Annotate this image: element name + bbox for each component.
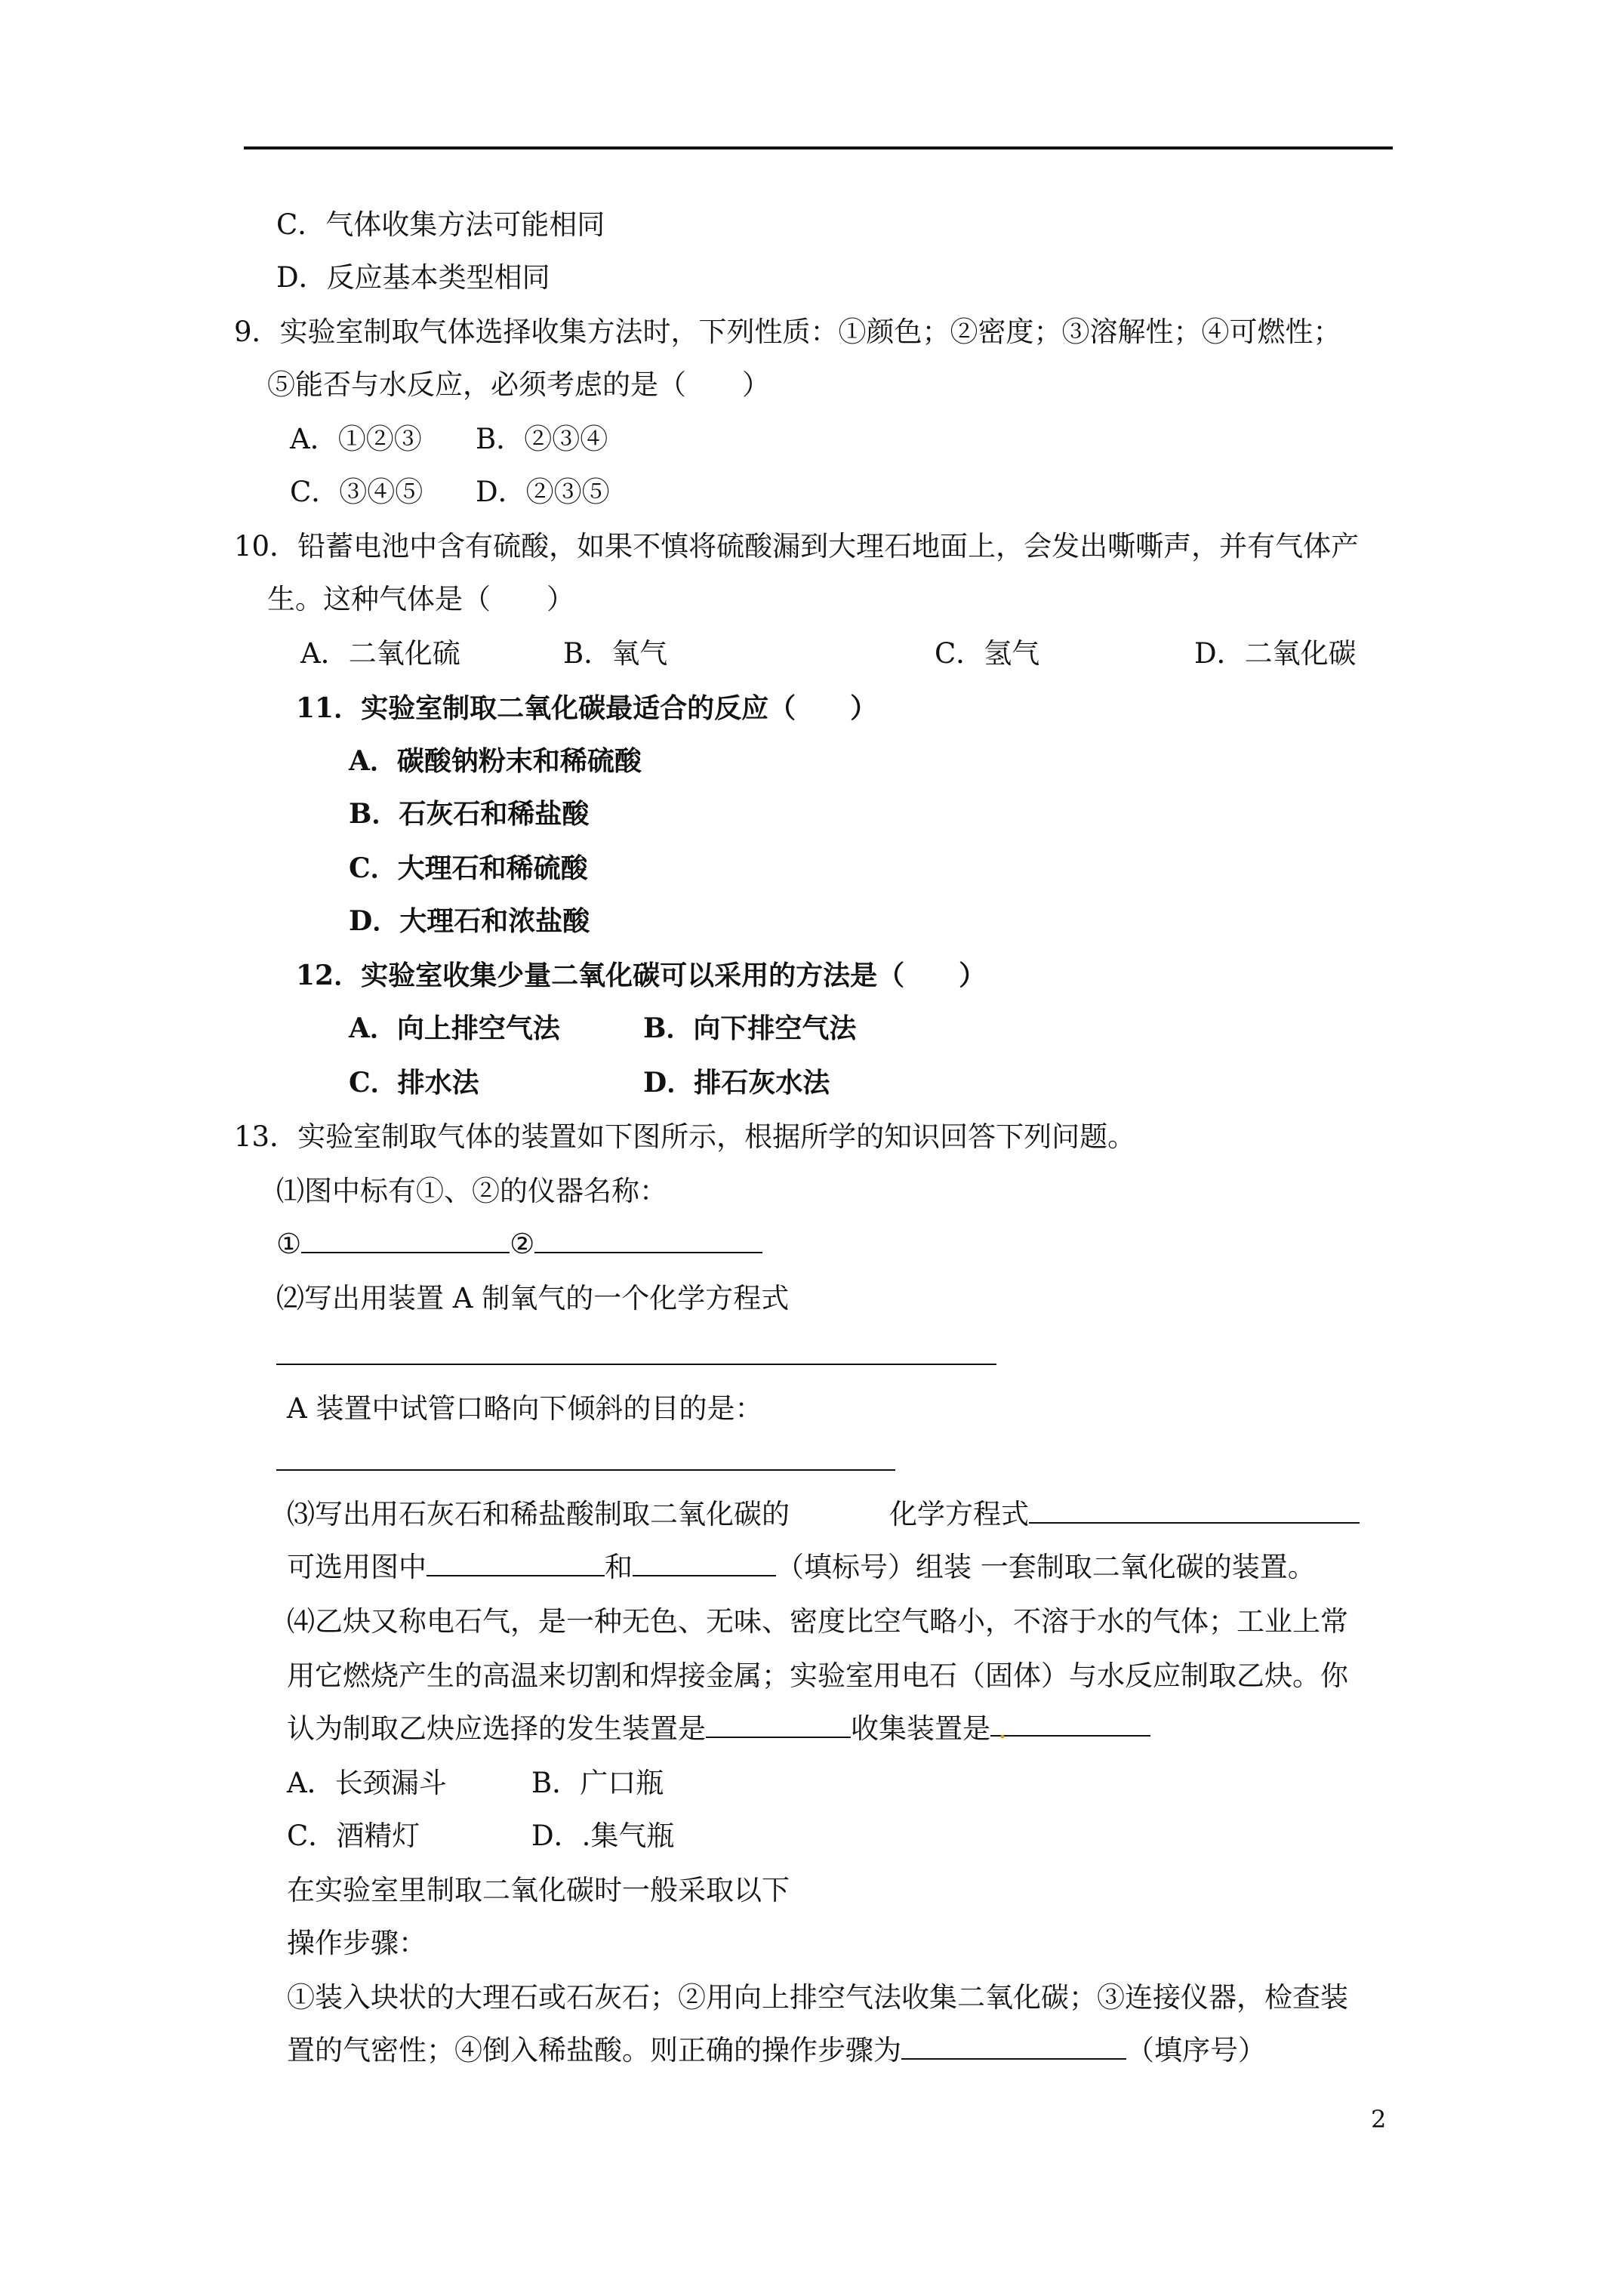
q13-part3-line-2 bbox=[287, 1551, 1316, 1584]
q8-option-c: C．气体收集方法可能相同 bbox=[276, 208, 605, 241]
co2-steps-label: 操作步骤： bbox=[287, 1927, 427, 1959]
q13-part2: ⑵写出用装置 A 制氧气的一个化学方程式 bbox=[276, 1282, 790, 1314]
q13-option-c: C．酒精灯 bbox=[287, 1820, 420, 1852]
q10-option-c: C．氢气 bbox=[935, 637, 1040, 670]
blank-device-2[interactable] bbox=[633, 1552, 776, 1576]
q10-option-b: B．氧气 bbox=[563, 637, 668, 670]
q8-option-d: D．反应基本类型相同 bbox=[276, 261, 550, 294]
q9-option-a: A．①②③ bbox=[290, 423, 422, 455]
q12-option-b: B．向下排空气法 bbox=[643, 1012, 857, 1044]
q13-part3-and: 和 bbox=[605, 1551, 633, 1583]
blank-oxygen-equation[interactable] bbox=[276, 1364, 996, 1365]
blank-step-order[interactable] bbox=[901, 2036, 1126, 2060]
q11-option-d: D．大理石和浓盐酸 bbox=[349, 905, 590, 937]
q13-part2-purpose: A 装置中试管口略向下倾斜的目的是： bbox=[287, 1392, 763, 1425]
q13-option-d: D．.集气瓶 bbox=[531, 1820, 675, 1852]
header-rule bbox=[244, 146, 1393, 149]
q9-option-b: B．②③④ bbox=[476, 423, 608, 455]
q10-stem-line-2: 生。这种气体是（ ） bbox=[267, 583, 574, 615]
q9-option-c: C．③④⑤ bbox=[290, 476, 423, 508]
blank-instrument-2[interactable] bbox=[534, 1229, 762, 1253]
page-number: 2 bbox=[1371, 2105, 1387, 2134]
q13-option-a: A．长颈漏斗 bbox=[287, 1767, 447, 1799]
q11-option-a: A．碳酸钠粉末和稀硫酸 bbox=[349, 745, 642, 777]
q13-part4-dot: . bbox=[998, 1712, 1007, 1745]
q10-option-d: D．二氧化碳 bbox=[1194, 637, 1357, 670]
co2-steps-line-1: ①装入块状的大理石或石灰石；②用向上排空气法收集二氧化碳；③连接仪器，检查装 bbox=[287, 1981, 1348, 2014]
q12-option-c: C．排水法 bbox=[349, 1067, 479, 1099]
q13-option-b: B．广口瓶 bbox=[531, 1767, 664, 1799]
q12-option-a: A．向上排空气法 bbox=[349, 1012, 560, 1044]
q9-stem-line-2: ⑤能否与水反应，必须考虑的是（ ） bbox=[267, 368, 770, 401]
co2-steps-intro: 在实验室里制取二氧化碳时一般采取以下 bbox=[287, 1874, 790, 1906]
blank-tilt-purpose[interactable] bbox=[276, 1469, 895, 1471]
blank-instrument-1[interactable] bbox=[301, 1229, 510, 1253]
blank-collector-device[interactable] bbox=[990, 1712, 1150, 1745]
q9-option-d: D．②③⑤ bbox=[476, 476, 610, 508]
q11-option-b: B．石灰石和稀盐酸 bbox=[349, 798, 590, 830]
co2-steps-line-2 bbox=[287, 2034, 1266, 2067]
q13-part4-line-1: ⑷乙炔又称电石气，是一种无色、无味、密度比空气略小，不溶于水的气体；工业上常 bbox=[287, 1605, 1348, 1638]
q13-part3-line-1 bbox=[287, 1498, 1360, 1531]
q12-option-d: D．排石灰水法 bbox=[643, 1067, 830, 1099]
q10-stem-line-1: 10．铅蓄电池中含有硫酸，如果不慎将硫酸漏到大理石地面上，会发出嘶嘶声，并有气体产 bbox=[234, 530, 1360, 562]
q13-stem: 13．实验室制取气体的装置如下图所示，根据所学的知识回答下列问题。 bbox=[234, 1120, 1136, 1153]
q9-stem-line-1: 9．实验室制取气体选择收集方法时，下列性质：①颜色；②密度；③溶解性；④可燃性； bbox=[234, 316, 1341, 348]
q13-part3-text: ⑶写出用石灰石和稀盐酸制取二氧化碳的 bbox=[287, 1498, 790, 1530]
q13-part4-line-3 bbox=[287, 1712, 1150, 1746]
q13-part4-line-2: 用它燃烧产生的高温来切割和焊接金属；实验室用电石（固体）与水反应制取乙炔。你 bbox=[287, 1660, 1348, 1692]
blank-generator-device[interactable] bbox=[706, 1714, 851, 1738]
q13-part3-assemble-text: （填标号）组装 一套制取二氧化碳的装置。 bbox=[776, 1551, 1316, 1583]
q13-part1-answers bbox=[276, 1228, 762, 1261]
q13-part3-choose-text: 可选用图中 bbox=[287, 1551, 427, 1583]
q10-option-a: A．二氧化硫 bbox=[300, 637, 460, 670]
blank-co2-equation[interactable] bbox=[1029, 1499, 1360, 1524]
q13-part1: ⑴图中标有①、②的仪器名称： bbox=[276, 1175, 667, 1207]
co2-steps-question: 置的气密性；④倒入稀盐酸。则正确的操作步骤为 bbox=[287, 2034, 901, 2066]
q13-part1-marker-2: ② bbox=[510, 1228, 535, 1260]
q13-part3-equation-label: 化学方程式 bbox=[889, 1498, 1029, 1530]
blank-device-1[interactable] bbox=[427, 1552, 605, 1576]
q12-stem: 12．实验室收集少量二氧化碳可以采用的方法是（ ） bbox=[296, 960, 987, 991]
q11-option-c: C．大理石和稀硫酸 bbox=[349, 852, 588, 884]
co2-steps-hint: （填序号） bbox=[1126, 2034, 1266, 2066]
q13-part4-generator-text: 认为制取乙炔应选择的发生装置是 bbox=[287, 1712, 706, 1745]
q13-part1-marker-1: ① bbox=[276, 1228, 302, 1260]
q13-part4-collector-text: 收集装置是 bbox=[851, 1712, 990, 1745]
q11-stem: 11．实验室制取二氧化碳最适合的反应（ ） bbox=[296, 692, 878, 724]
